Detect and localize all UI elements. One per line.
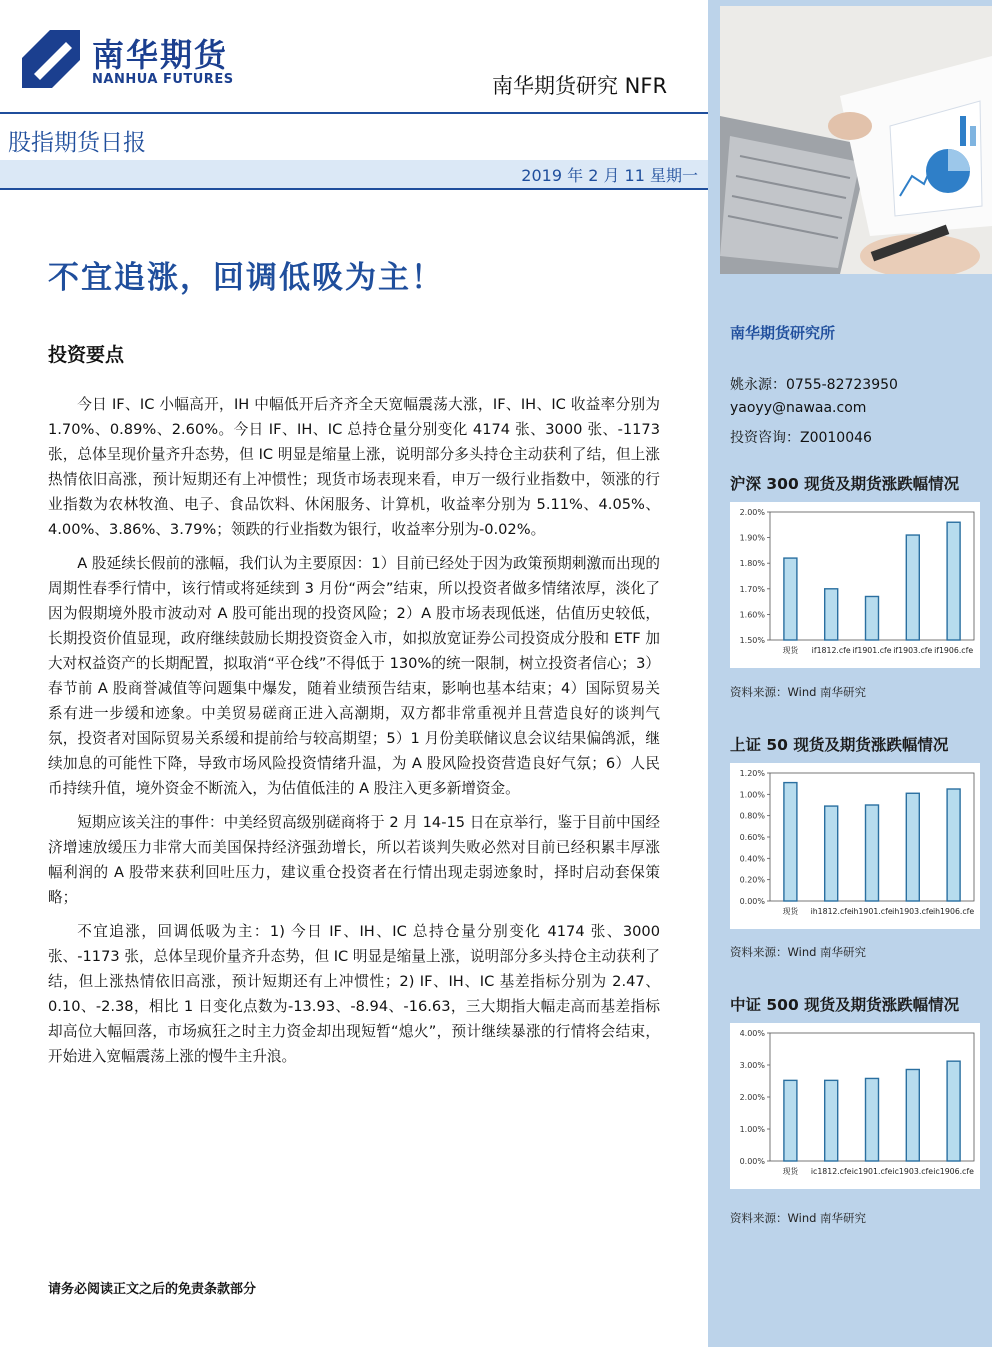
chart-source-zz500: 资料来源：Wind 南华研究 [730, 1211, 867, 1225]
y-tick-label: 0.40% [739, 854, 765, 864]
x-tick-label: if1812.cfe [811, 646, 851, 655]
paragraph: 短期应该关注的事件：中美经贸高级别磋商将于 2 月 14-15 日在京举行，鉴于目前中国经济增速放缓压力非常大而美国保持经济强劲增长，所以若谈判失败必然对目前已经积累丰厚涨幅利润的 A 股带来获利回吐压力，建议重仓投资者在行情出现走弱迹象时，择时启动套保策略； [48, 814, 660, 906]
y-tick-label: 0.20% [739, 875, 765, 885]
y-tick-label: 0.60% [739, 833, 765, 842]
paragraph: 今日 IF、IC 小幅高开，IH 中幅低开后齐齐全天宽幅震荡大涨，IF、IH、IC 收益率分别为 1.70%、0.89%、2.60%。今日 IF、IH、IC 总持仓量分别变化 4174 张、3000 张、-1173 张，总体呈现价量齐升态势，但 IC 明显是缩量上涨，说明部分多头持仓主动获利了结，但上涨热情依旧高涨，预计短期还有上冲惯性；现货市场表现来看，申万一级行业指数中，领涨的行业指数为农林牧渔、电子、食品饮料、休闲服务、计算机，收益率分别为 5.11%、4.05%、4.00%、3.86%、3.79%；领跌的行业指数为银行，收益率分别为-0.02%。 [48, 396, 660, 538]
report-type: 股指期货日报 [8, 130, 146, 156]
bar [866, 805, 879, 901]
chart-source-sz50: 资料来源：Wind 南华研究 [730, 945, 867, 959]
disclaimer-note: 请务必阅读正文之后的免责条款部分 [48, 1282, 257, 1297]
bar [784, 558, 797, 640]
sidebar [708, 0, 992, 1347]
x-tick-label: ih1812.cfe [810, 907, 852, 916]
bar [906, 535, 919, 640]
bar [866, 596, 879, 640]
cover-photo [720, 6, 992, 274]
x-tick-label: ic1812.cfe [810, 1167, 852, 1176]
y-tick-label: 0.80% [739, 811, 765, 821]
y-tick-label: 1.70% [739, 584, 765, 594]
nanhua-logo [20, 28, 252, 92]
chart-source-hs300: 资料来源：Wind 南华研究 [730, 685, 867, 699]
chart-sz50-svg [730, 763, 980, 929]
x-tick-label: if1903.cfe [893, 646, 933, 655]
y-tick-label: 3.00% [739, 1061, 765, 1070]
paragraph: 不宜追涨，回调低吸为主：1) 今日 IF、IH、IC 总持仓量分别变化 4174 张、3000 张、-1173 张，总体呈现价量齐升态势，但 IC 明显是缩量上涨，说明部分多头持仓主动获利了结，但上涨热情依旧高涨，预计短期还有上冲惯性；2) IF、IH、IC 基差指标分别为 2.47、0.10、-2.38，相比 1 日变化点数为-13.93、-8.94、-16.63，三大期指大幅走高而基差指标却高位大幅回落，市场疯狂之时主力资金却出现短暂“熄火”，预计继续暴涨的行情将会结束，开始进入宽幅震荡上涨的慢牛主升浪。 [48, 923, 660, 1065]
research-institute: 南华期货研究所 [730, 324, 836, 342]
y-tick-label: 0.00% [739, 1157, 765, 1166]
chart-sz50 [730, 763, 980, 929]
y-tick-label: 1.00% [739, 790, 765, 800]
x-tick-label: ic1901.cfe [851, 1167, 893, 1176]
body-text [48, 392, 660, 1078]
nanhua-logo-icon [20, 28, 82, 90]
laptop-photo-icon [720, 6, 992, 274]
chart-title-zz500: 中证 500 现货及期货涨跌幅情况 [730, 996, 960, 1014]
x-tick-label: 现货 [782, 646, 799, 655]
bar [784, 783, 797, 901]
chart-zz500 [730, 1023, 980, 1189]
bar [906, 1069, 919, 1161]
x-tick-label: ih1901.cfe [851, 907, 893, 916]
y-tick-label: 2.00% [739, 508, 765, 517]
bar [947, 1061, 960, 1161]
logo-chinese-name: 南华期货 [92, 36, 229, 74]
chart-zz500-svg [730, 1023, 980, 1189]
bar [825, 806, 838, 901]
chart-hs300-svg [730, 502, 980, 668]
bar [866, 1078, 879, 1161]
x-tick-label: if1906.cfe [934, 646, 974, 655]
x-tick-label: if1901.cfe [852, 646, 892, 655]
analyst-email: yaoyy@nawaa.com [730, 400, 867, 416]
license-number: 投资咨询：Z0010046 [730, 430, 872, 446]
y-tick-label: 1.90% [739, 533, 765, 543]
chart-hs300 [730, 502, 980, 668]
paragraph: A 股延续长假前的涨幅，我们认为主要原因：1）目前已经处于因为政策预期刺激而出现的周期性春季行情中，该行情或将延续到 3 月份“两会”结束，所以投资者做多情绪浓厚，淡化了因为假期境外股市波动对 A 股可能出现的投资风险；2）A 股市场表现低迷，估值历史较低，长期投资价值显现，政府继续鼓励长期投资资金入市，如拟放宽证券公司投资成分股和 ETF 加大对权益资产的长期配置，拟取消“平仓线”不得低于 130%的统一限制，树立投资者信心；3）春节前 A 股商誉减值等问题集中爆发，随着业绩预告结束，影响也基本结束；4）国际贸易关系有进一步缓和迹象。中美贸易磋商正进入高潮期，双方都非常重视并且营造良好的谈判气氛，投资者对国际贸易关系缓和提前给与较高期望；5）1 月份美联储议息会议结果偏鸽派，继续加息的可能性下降，导致市场风险投资情绪升温，为 A 股风险投资营造良好气氛；6）人民币持续升值，境外资金不断流入，为估值低洼的 A 股注入更多新增资金。 [48, 555, 660, 797]
y-tick-label: 0.00% [739, 897, 765, 906]
header-rule [0, 112, 708, 114]
headline: 不宜追涨，回调低吸为主！ [48, 260, 444, 296]
x-tick-label: ih1906.cfe [932, 907, 975, 916]
bar [947, 789, 960, 901]
bar [906, 793, 919, 901]
y-tick-label: 1.50% [739, 636, 765, 645]
section-title: 投资要点 [48, 344, 125, 366]
date-bar [0, 160, 708, 190]
y-tick-label: 1.20% [739, 769, 765, 778]
logo-english-name: NANHUA FUTURES [92, 72, 234, 87]
analyst-phone: 姚永源：0755-82723950 [730, 377, 898, 393]
y-tick-label: 2.00% [739, 1093, 765, 1102]
x-tick-label: ih1903.cfe [892, 907, 934, 916]
bar [947, 522, 960, 640]
brand-line: 南华期货研究 NFR [492, 74, 668, 98]
y-tick-label: 4.00% [739, 1029, 765, 1038]
y-tick-label: 1.80% [739, 559, 765, 569]
x-tick-label: 现货 [782, 1167, 799, 1176]
chart-title-hs300: 沪深 300 现货及期货涨跌幅情况 [730, 475, 960, 493]
report-date: 2019 年 2 月 11 星期一 [521, 166, 698, 185]
x-tick-label: ic1903.cfe [892, 1167, 934, 1176]
chart-title-sz50: 上证 50 现货及期货涨跌幅情况 [730, 736, 949, 754]
bar [825, 589, 838, 640]
x-tick-label: 现货 [782, 907, 799, 916]
bar [784, 1080, 797, 1161]
bar [825, 1080, 838, 1161]
y-tick-label: 1.60% [739, 610, 765, 620]
y-tick-label: 1.00% [739, 1125, 765, 1134]
x-tick-label: ic1906.cfe [933, 1167, 974, 1176]
